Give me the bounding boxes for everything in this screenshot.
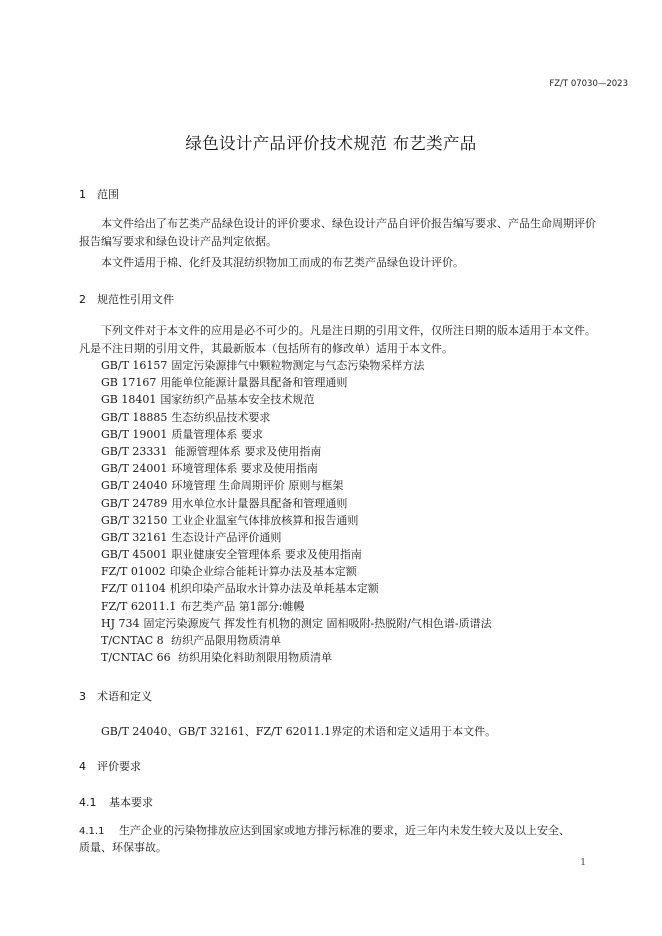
clause-4-1-1	[79, 822, 570, 840]
normative-references-intro: 下列文件对于本文件的应用是必不可少的。凡是注日期的引用文件，仅所注日期的版本适用于本文件。凡是不注日期的引用文件，其最新版本（包括所有的修改单）适用于本文件。	[79, 324, 596, 355]
reference-item	[101, 391, 492, 408]
reference-item	[101, 409, 492, 426]
reference-item	[101, 460, 492, 477]
scope-paragraph-1: 本文件给出了布艺类产品绿色设计的评价要求、绿色设计产品自评价报告编写要求、产品生命周期评价报告编写要求和绿色设计产品判定依据。	[79, 217, 596, 248]
clause-text-line-1: 生产企业的污染物排放应达到国家或地方排污标准的要求，近三年内未发生较大及以上安全、	[119, 824, 570, 837]
reference-item	[101, 357, 492, 374]
reference-name: 固定污染源废气 挥发性有机物的测定 固相吸附-热脱附/气相色谱-质谱法	[143, 616, 492, 630]
reference-code: GB/T 24789	[101, 496, 168, 510]
reference-code: GB/T 45001	[101, 548, 168, 562]
reference-item	[101, 649, 492, 666]
reference-name: 布艺类产品 第1部分:帷幔	[180, 599, 305, 613]
reference-item	[101, 477, 492, 494]
reference-name: 生态纺织品技术要求	[171, 410, 271, 424]
scope-paragraph-2: 本文件适用于棉、化纤及其混纺织物加工而成的布艺类产品绿色设计评价。	[101, 256, 464, 269]
reference-code: GB/T 32161	[101, 530, 168, 544]
clause-number: 4.1.1	[79, 826, 105, 837]
reference-name: 国家纺织产品基本安全技术规范	[160, 393, 315, 407]
section-title: 规范性引用文件	[97, 293, 174, 306]
section-1-heading	[79, 186, 119, 202]
reference-code: HJ 734	[101, 616, 140, 630]
clause-4-1-1-continued: 质量、环保事故。	[79, 841, 167, 854]
reference-code: GB/T 18885	[101, 410, 168, 424]
reference-name: 能源管理体系 要求及使用指南	[171, 444, 322, 458]
reference-item	[101, 512, 492, 529]
reference-name: 纺织产品限用物质清单	[167, 634, 282, 647]
reference-code: GB/T 19001	[101, 427, 168, 441]
section-4-heading	[79, 758, 141, 774]
section-number: 4.1	[79, 796, 97, 809]
reference-name: 生态设计产品评价通则	[171, 530, 282, 544]
reference-name: 用水单位水计量器具配备和管理通则	[171, 496, 348, 510]
reference-item	[101, 563, 492, 580]
page-number: 1	[580, 858, 586, 868]
section-3-heading	[79, 688, 152, 704]
reference-name: 固定污染源排气中颗粒物测定与气态污染物采样方法	[171, 359, 425, 372]
reference-code: GB/T 24040	[101, 479, 168, 493]
reference-code: GB/T 16157	[101, 359, 168, 372]
reference-item	[101, 580, 492, 597]
standard-code: FZ/T 07030—2023	[549, 79, 628, 89]
reference-list	[101, 357, 492, 666]
reference-name: 质量管理体系 要求	[171, 427, 263, 441]
reference-code: T/CNTAC 66	[101, 651, 171, 665]
section-title: 范围	[97, 188, 119, 201]
reference-name: 环境管理 生命周期评价 原则与框架	[171, 479, 344, 493]
section-number: 1	[79, 188, 86, 201]
reference-code: FZ/T 62011.1	[101, 599, 177, 613]
section-title: 评价要求	[97, 760, 141, 773]
reference-item	[101, 615, 492, 632]
reference-code: FZ/T 01104	[101, 582, 166, 596]
reference-name: 工业企业温室气体排放核算和报告通则	[171, 513, 359, 527]
reference-name: 环境管理体系 要求及使用指南	[171, 462, 318, 476]
terms-paragraph: GB/T 24040、GB/T 32161、FZ/T 62011.1界定的术语和定义适用于本文件。	[101, 725, 497, 738]
reference-item	[101, 598, 492, 615]
reference-name: 纺织用染化料助剂限用物质清单	[174, 651, 333, 665]
reference-name: 职业健康安全管理体系 要求及使用指南	[171, 548, 362, 562]
reference-name: 机织印染产品取水计算办法及单耗基本定额	[169, 582, 379, 596]
document-title: 绿色设计产品评价技术规范 布艺类产品	[185, 134, 477, 153]
reference-item	[101, 443, 492, 460]
section-number: 2	[79, 293, 86, 306]
reference-code: GB 17167	[101, 376, 157, 390]
section-title: 术语和定义	[97, 690, 152, 703]
reference-code: GB/T 23331	[101, 444, 168, 458]
section-2-heading	[79, 291, 174, 307]
reference-item	[101, 632, 492, 649]
section-number: 4	[79, 760, 86, 773]
reference-item	[101, 546, 492, 563]
reference-name: 印染企业综合能耗计算办法及基本定额	[169, 565, 357, 579]
reference-code: GB 18401	[101, 393, 157, 407]
section-number: 3	[79, 690, 86, 703]
section-4-1-heading	[79, 794, 153, 810]
reference-item	[101, 495, 492, 512]
reference-code: T/CNTAC 8	[101, 634, 164, 647]
reference-code: GB/T 32150	[101, 513, 168, 527]
reference-item	[101, 426, 492, 443]
reference-name: 用能单位能源计量器具配备和管理通则	[160, 376, 348, 390]
reference-code: FZ/T 01002	[101, 565, 166, 579]
reference-item	[101, 529, 492, 546]
reference-item	[101, 374, 492, 391]
section-title: 基本要求	[109, 796, 153, 809]
reference-code: GB/T 24001	[101, 462, 168, 476]
